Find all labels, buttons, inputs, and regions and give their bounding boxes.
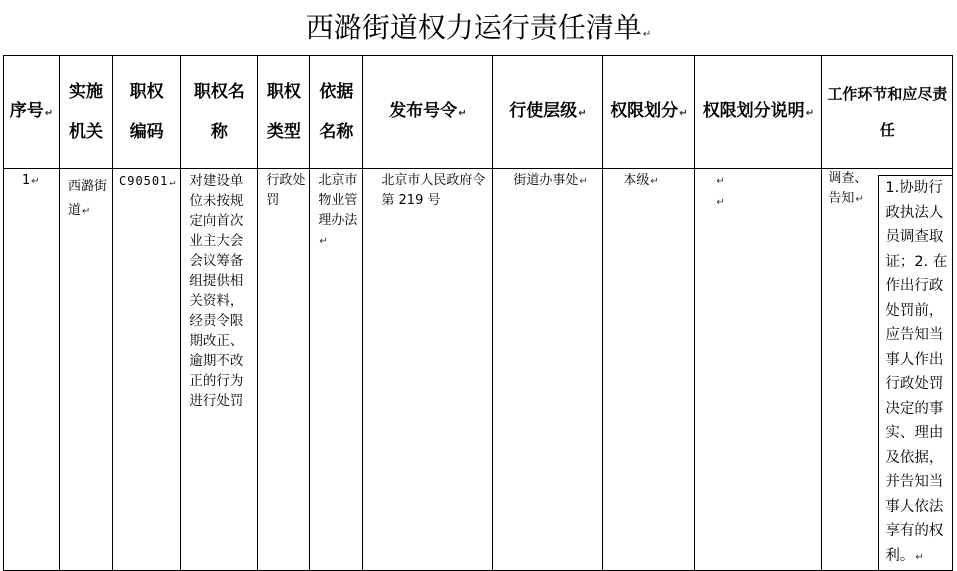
table-row [4,169,953,571]
header-code: 职权编码 [113,56,181,169]
page-title [0,6,957,46]
responsibility-table [3,55,953,571]
header-seq: 序号↵ [4,56,60,169]
duty-step: 调查、告知↵ [828,171,868,206]
header-division-note: 权限划分说明↵ [695,56,822,169]
table-header-row [4,56,953,169]
header-duty: 工作环节和应尽责任 [822,56,953,169]
header-division: 权限划分↵ [603,56,695,169]
header-name: 职权名称 [181,56,258,169]
header-basis: 依据名称 [310,56,363,169]
duty-inner [828,169,952,570]
header-decree: 发布号令↵ [363,56,493,169]
cell-name: 对建设单位未按规定向首次业主大会会议筹备组提供相关资料，经责令限期改正、逾期不改正的行为进行处罚 [181,169,258,571]
title-text: 西潞街道权力运行责任清单 [305,11,642,44]
header-level: 行使层级↵ [493,56,603,169]
cell-division-note: ↵ ↵ [695,169,822,571]
cell-agency: 西潞街道↵ [60,169,113,571]
header-agency: 实施机关 [60,56,113,169]
cell-duty [822,169,953,571]
cell-type: 行政处罚 [258,169,310,571]
cell-seq: 1↵ [4,169,60,571]
cell-division: 本级↵ [603,169,695,571]
cell-basis: 北京市物业管理办法↵ [310,169,363,571]
duty-responsibility: 1.协助行政执法人员调查取证；2. 在作出行政处罚前，应告知当事人作出行政处罚决定的事实、理由及依据，并告知当事人依法享有的权利。↵ [878,175,952,570]
cell-code: C90501↵ [113,169,181,571]
header-type: 职权类型 [258,56,310,169]
cell-level: 街道办事处↵ [493,169,603,571]
paragraph-mark-icon: ↵ [642,29,652,40]
cell-decree: 北京市人民政府令第 219 号 [363,169,493,571]
